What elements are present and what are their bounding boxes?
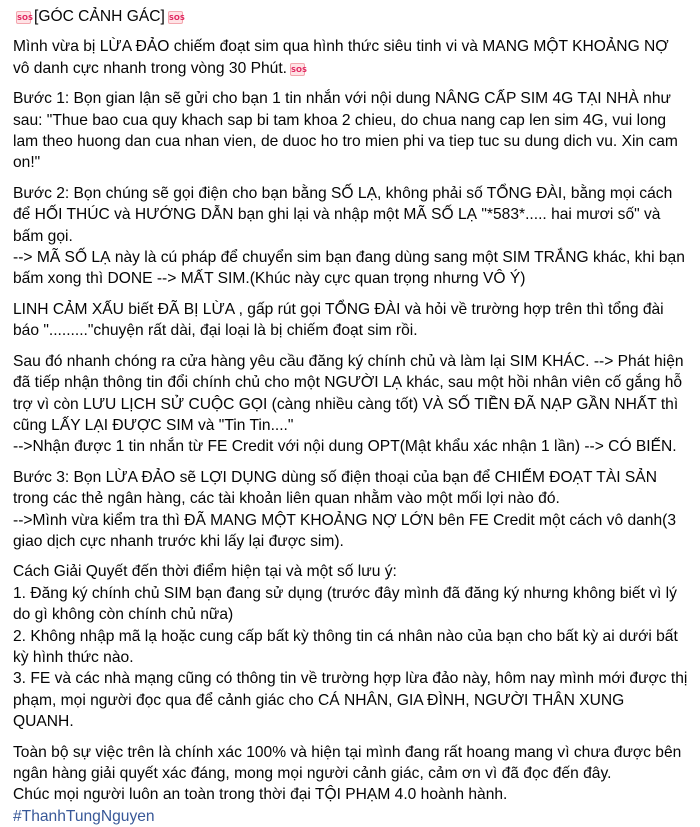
post-text: Chúc mọi người luôn an toàn trong thời đại TỘI PHẠM 4.0 hoành hành. [13, 786, 508, 804]
post-header [13, 6, 688, 27]
post-text: Sau đó nhanh chóng ra cửa hàng yêu cầu đăng ký chính chủ và làm lại SIM KHÁC. --> Phát hiện đã tiếp nhận thông tin đổi chính chủ cho một NGƯỜI LẠ khác, sau một hồi nhân viên cố gắng hỗ trợ vì còn LƯU LỊCH SỬ CUỘC GỌI (càng nhiều càng tốt) VÀ SỐ TIỀN ĐÃ NẠP GẦN NHẤT thì cũng LẤY LẠI ĐƯỢC SIM và "Tin Tin...." [13, 352, 684, 434]
post-text: Cách Giải Quyết đến thời điểm hiện tại và một số lưu ý: [13, 563, 397, 581]
sos-icon: SOS [290, 63, 305, 76]
sos-icon: SOS [168, 11, 183, 24]
list-item: 1. Đăng ký chính chủ SIM bạn đang sử dụng (trước đây mình đã đăng ký nhưng không biết vì lý do gì không còn chính chủ nữa) [13, 584, 677, 624]
list-item: 3. FE và các nhà mạng cũng có thông tin về trường hợp lừa đảo này, hôm nay mình mới được thị phạm, mọi người đọc qua để cảnh giác cho CÁ NHÂN, GIA ĐÌNH, NGƯỜI THÂN XUNG QUANH. [13, 670, 688, 731]
hashtag-link[interactable]: #ThanhTungNguyen [13, 807, 155, 825]
sos-icon: SOS [16, 11, 31, 24]
post-text: -->Mình vừa kiểm tra thì ĐÃ MANG MỘT KHOẢNG NỢ LỚN bên FE Credit một cách vô danh(3 giao dịch cực nhanh trước khi lấy lại được sim). [13, 511, 677, 550]
post-text: LINH CẢM XẤU biết ĐÃ BỊ LỪA , gấp rút gọi TỔNG ĐÀI và hỏi về trường hợp trên thì tổng đài báo "........."chuyện rất dài, đại loại là bị chiếm đoạt sim rồi. [13, 300, 664, 340]
post-paragraph-intro [13, 36, 688, 79]
post-paragraph-closing [13, 742, 688, 827]
post-paragraph-alert [13, 299, 688, 342]
post-header-title: [GÓC CẢNH GÁC] [34, 8, 165, 25]
post-text: Toàn bộ sự việc trên là chính xác 100% và hiện tại mình đang rất hoang mang vì chưa được bên ngân hàng giải quyết xác đáng, mong mọi người cảnh giác, cảm ơn vì đã đọc đến đây. [13, 743, 682, 782]
post-text: Bước 2: Bọn chúng sẽ gọi điện cho bạn bằng SỐ LẠ, không phải số TỔNG ĐÀI, bằng mọi cách để HỐI THÚC và HƯỚNG DẪN bạn ghi lại và nhập một MÃ SỐ LẠ "*583*..... hai mươi số" và bấm gọi. [13, 184, 673, 245]
post-paragraph-recovery [13, 351, 688, 458]
post-text: -->Nhận được 1 tin nhắn từ FE Credit với nội dung OPT(Mật khẩu xác nhận 1 lần) --> CÓ BIẾN. [13, 438, 677, 456]
list-item: 2. Không nhập mã lạ hoặc cung cấp bất kỳ thông tin cá nhân nào của bạn cho bất kỳ ai dưới bất kỳ hình thức nào. [13, 627, 678, 666]
post-text: Bước 1: Bọn gian lận sẽ gửi cho bạn 1 tin nhắn với nội dung NÂNG CẤP SIM 4G TẠI NHÀ như sau: "Thue bao cua quy khach sap bi tam khoa 2 chieu, do chua nang cap len sim 4G, vui long lam theo huong dan cua nhan vien, de duoc ho tro mien phi va tiep tuc su dung dich vu. Xin cam on!" [13, 90, 678, 172]
post-text: Bước 3: Bọn LỪA ĐẢO sẽ LỢI DỤNG dùng số điện thoại của bạn để CHIẾM ĐOẠT TÀI SẢN trong các thẻ ngân hàng, các tài khoản liên quan nhằm vào một mối lợi nào đó. [13, 468, 657, 508]
post-paragraph-step3 [13, 467, 688, 553]
post-paragraph-solutions [13, 561, 688, 732]
post-paragraph-step1 [13, 88, 688, 174]
post-text: Mình vừa bị LỪA ĐẢO chiếm đoạt sim qua hình thức siêu tinh vi và MANG MỘT KHOẢNG NỢ vô danh cực nhanh trong vòng 30 Phút. [13, 38, 669, 77]
post-paragraph-step2 [13, 183, 688, 290]
post-text: --> MÃ SỐ LẠ này là cú pháp để chuyển sim bạn đang dùng sang một SIM TRẮNG khác, khi bạn bấm xong thì DONE --> MẤT SIM.(Khúc này cực quan trọng nhưng VÔ Ý) [13, 249, 685, 288]
